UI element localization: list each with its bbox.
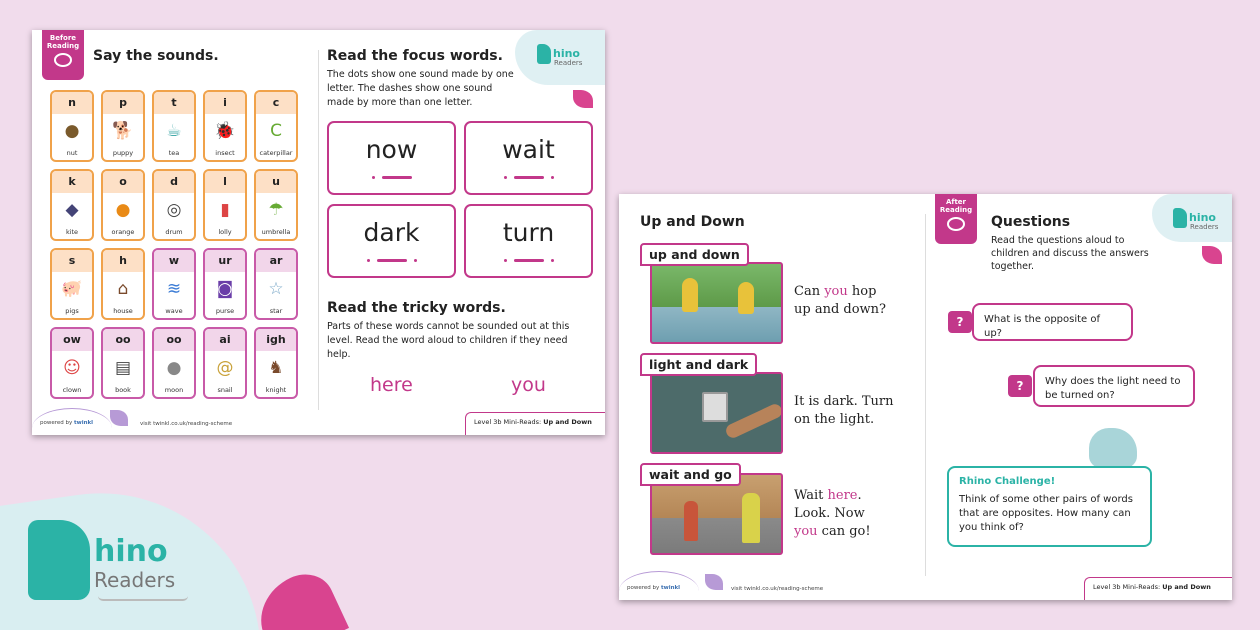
sound-card <box>50 90 94 162</box>
illustration-light-switch <box>650 372 783 454</box>
sound-word: wave <box>165 307 183 315</box>
book-icon: ▤ <box>114 358 132 378</box>
leaf-icon <box>705 574 723 590</box>
before-reading-tag <box>42 30 84 80</box>
focus-word-card <box>327 204 456 278</box>
rhino-challenge-box <box>947 466 1152 547</box>
question-2: Why does the light need to be turned on? <box>1033 365 1195 407</box>
after-reading-sheet <box>619 194 1232 600</box>
column-divider <box>318 50 319 410</box>
sound-card <box>50 169 94 241</box>
reading-icon <box>54 53 72 67</box>
umbrella-icon: ☂ <box>268 200 284 220</box>
focus-instructions: The dots show one sound made by one letter. The dashes show one sound made by more than one letter. <box>327 69 514 108</box>
scene-text-1 <box>794 283 886 319</box>
sound-label: u <box>256 171 296 193</box>
sound-label: ar <box>256 250 296 272</box>
sound-word: lolly <box>218 228 232 236</box>
sound-card <box>203 327 247 399</box>
sound-word: drum <box>165 228 183 236</box>
sound-label: ow <box>52 329 92 351</box>
tricky-instructions: Parts of these words cannot be sounded out at this level. Read the word aloud to children if they need help. <box>327 321 570 360</box>
sound-card <box>152 248 196 320</box>
sound-label: p <box>103 92 143 114</box>
sound-card <box>152 169 196 241</box>
mini-logo-readers: Readers <box>554 59 583 67</box>
sound-word: moon <box>164 386 184 394</box>
mini-logo-hino: hino <box>1189 211 1216 224</box>
sound-label: ur <box>205 250 245 272</box>
sound-label: n <box>52 92 92 114</box>
tea-icon: ☕ <box>166 121 182 141</box>
sound-label: w <box>154 250 194 272</box>
logo-hino-text: hino <box>94 534 168 569</box>
tricky-heading: Read the tricky words. <box>327 300 506 316</box>
tag-label: Before Reading <box>46 34 80 50</box>
footer-level-label: Level 3b Mini-Reads: <box>474 418 544 426</box>
sound-card <box>50 248 94 320</box>
sound-card <box>101 90 145 162</box>
kite-icon: ◆ <box>65 200 79 220</box>
sound-word: insect <box>215 149 235 157</box>
twinkl-logo: twinkl <box>74 420 94 426</box>
leaf-icon <box>1202 246 1222 264</box>
mini-logo <box>1173 208 1218 231</box>
sound-label: ai <box>205 329 245 351</box>
light-switch-icon <box>702 392 728 422</box>
footer-arc <box>32 408 112 448</box>
focus-word: dark <box>363 218 420 247</box>
purse-icon: ◙ <box>216 279 234 299</box>
sound-card <box>152 327 196 399</box>
questions-instructions: Read the questions aloud to children and discuss the answers together. <box>991 235 1149 272</box>
background-pink-blob <box>247 564 349 630</box>
mini-logo <box>537 44 582 67</box>
sound-dot <box>372 176 375 179</box>
pigs-icon: 🐖 <box>61 279 83 299</box>
sound-card <box>254 327 298 399</box>
sound-label: t <box>154 92 194 114</box>
moon-icon: ● <box>166 358 182 378</box>
sound-dot <box>551 259 554 262</box>
footer-title: Up and Down <box>543 418 592 426</box>
house-icon: ⌂ <box>117 279 129 299</box>
sound-word: umbrella <box>261 228 291 236</box>
sound-card <box>101 327 145 399</box>
sound-word: puppy <box>112 149 134 157</box>
sound-dash <box>382 176 412 179</box>
sound-markers <box>329 176 454 179</box>
scene-3-tricky-word-you: you <box>794 524 818 539</box>
rhino-icon <box>537 44 551 64</box>
knight-icon: ♞ <box>268 358 284 378</box>
leaf-icon <box>110 410 128 426</box>
tricky-word-1: here <box>370 374 413 396</box>
sound-word: house <box>113 307 133 315</box>
after-reading-tag <box>935 194 977 244</box>
sound-markers <box>466 176 591 179</box>
book-icon <box>98 596 188 601</box>
footer-level-box <box>465 412 605 435</box>
sound-label: l <box>205 171 245 193</box>
mini-logo-hino: hino <box>553 47 580 60</box>
sound-word: star <box>269 307 283 315</box>
questions-heading: Questions <box>991 214 1071 230</box>
illustration-puddle-jumping <box>650 262 783 344</box>
rhino-magnifier-icon <box>1089 428 1137 468</box>
footer-arc <box>619 571 699 611</box>
drum-icon: ◎ <box>166 200 182 220</box>
tag-label: After Reading <box>939 198 973 214</box>
sound-word: knight <box>265 386 287 394</box>
clown-icon: ☺ <box>63 358 81 378</box>
tricky-word-2: you <box>511 374 546 396</box>
sound-markers <box>466 259 591 262</box>
sound-card <box>101 248 145 320</box>
scene-3-line-3: can go! <box>817 524 871 539</box>
sound-label: igh <box>256 329 296 351</box>
sound-dash <box>514 259 544 262</box>
sound-word: snail <box>217 386 233 394</box>
rhino-icon <box>28 520 90 600</box>
sound-card <box>203 90 247 162</box>
sound-label: o <box>103 171 143 193</box>
challenge-text: Think of some other pairs of words that are opposites. How many can you think of? <box>959 494 1133 533</box>
scene-1-text-b: hop <box>847 284 877 299</box>
scene-1-line-2: up and down? <box>794 302 887 317</box>
focus-word-card <box>464 121 593 195</box>
question-mark-icon: ? <box>948 311 972 333</box>
scene-text-3 <box>794 487 871 541</box>
sound-word: kite <box>65 228 79 236</box>
scene-label-light-and-dark: light and dark <box>640 353 757 376</box>
before-reading-sheet <box>32 30 605 435</box>
focus-word-card <box>464 204 593 278</box>
sound-label: h <box>103 250 143 272</box>
sound-card-grid <box>50 90 298 399</box>
sound-dot <box>414 259 417 262</box>
sound-card <box>50 327 94 399</box>
sound-label: c <box>256 92 296 114</box>
sound-label: oo <box>154 329 194 351</box>
footer-title: Up and Down <box>1162 583 1211 591</box>
sound-card <box>101 169 145 241</box>
scene-1-tricky-word: you <box>824 284 848 299</box>
puppy-icon: 🐕 <box>112 121 134 141</box>
sound-word: tea <box>168 149 180 157</box>
focus-word: wait <box>502 135 555 164</box>
snail-icon: @ <box>216 358 234 378</box>
scene-2-line-1: It is dark. Turn <box>794 394 894 409</box>
footer-level-label: Level 3b Mini-Reads: <box>1093 583 1163 591</box>
visit-link[interactable]: visit twinkl.co.uk/reading-scheme <box>731 586 824 592</box>
powered-by <box>627 585 680 591</box>
question-mark-icon: ? <box>1008 375 1032 397</box>
sound-label: k <box>52 171 92 193</box>
scene-3-text-a: Wait <box>794 488 828 503</box>
scene-3-text-end: . <box>857 488 862 503</box>
sound-word: clown <box>62 386 82 394</box>
sound-word: book <box>115 386 131 394</box>
lolly-icon: ▮ <box>220 200 230 220</box>
scene-text-2 <box>794 393 894 429</box>
challenge-title: Rhino Challenge! <box>959 476 1056 487</box>
powered-by-text: powered by <box>627 585 660 591</box>
sound-card <box>254 248 298 320</box>
scene-label-up-and-down: up and down <box>640 243 749 266</box>
reading-icon <box>947 217 965 231</box>
powered-by <box>40 420 93 426</box>
logo-readers-text: Readers <box>94 568 176 592</box>
child-icon <box>738 282 754 314</box>
scene-2-line-2: on the light. <box>794 412 875 427</box>
question-1: What is the opposite of up? <box>972 303 1133 341</box>
sound-card <box>254 90 298 162</box>
sound-word: caterpillar <box>259 149 293 157</box>
rhino-icon <box>1173 208 1187 228</box>
sound-dot <box>504 176 507 179</box>
sound-dash <box>514 176 544 179</box>
sound-word: nut <box>66 149 78 157</box>
sounds-heading: Say the sounds. <box>93 48 219 64</box>
sound-dot <box>504 259 507 262</box>
insect-icon: 🐞 <box>214 121 236 141</box>
orange-icon: ● <box>115 200 131 220</box>
story-title: Up and Down <box>640 214 745 230</box>
sound-word: pigs <box>65 307 79 315</box>
crossing-guard-icon <box>742 493 760 543</box>
sound-card <box>203 169 247 241</box>
rhino-readers-logo <box>28 520 198 610</box>
sound-card <box>254 169 298 241</box>
sound-dot <box>367 259 370 262</box>
twinkl-logo: twinkl <box>661 585 681 591</box>
sound-label: i <box>205 92 245 114</box>
sound-markers <box>329 259 454 262</box>
focus-heading: Read the focus words. <box>327 48 503 64</box>
scene-3-line-2: Look. Now <box>794 506 865 521</box>
sound-word: purse <box>215 307 235 315</box>
focus-word: now <box>365 135 418 164</box>
caterpillar-icon: C <box>270 121 282 141</box>
star-icon: ☆ <box>268 279 284 299</box>
scene-1-text-a: Can <box>794 284 825 299</box>
wave-icon: ≋ <box>166 279 182 299</box>
finger-icon <box>724 402 783 440</box>
powered-by-text: powered by <box>40 420 73 426</box>
nut-icon: ● <box>64 121 80 141</box>
sound-label: oo <box>103 329 143 351</box>
focus-word-card <box>327 121 456 195</box>
scene-3-tricky-word-here: here <box>827 488 858 503</box>
scene-label-wait-and-go: wait and go <box>640 463 741 486</box>
sound-card <box>152 90 196 162</box>
sound-label: d <box>154 171 194 193</box>
column-divider <box>925 214 926 576</box>
child-icon <box>684 501 698 541</box>
leaf-icon <box>573 90 593 108</box>
sound-card <box>203 248 247 320</box>
sound-label: s <box>52 250 92 272</box>
footer-level-box <box>1084 577 1232 600</box>
sound-dot <box>551 176 554 179</box>
sound-dash <box>377 259 407 262</box>
focus-word: turn <box>502 218 555 247</box>
mini-logo-readers: Readers <box>1190 223 1219 231</box>
child-icon <box>682 278 698 312</box>
visit-link[interactable]: visit twinkl.co.uk/reading-scheme <box>140 421 233 427</box>
sound-word: orange <box>111 228 135 236</box>
